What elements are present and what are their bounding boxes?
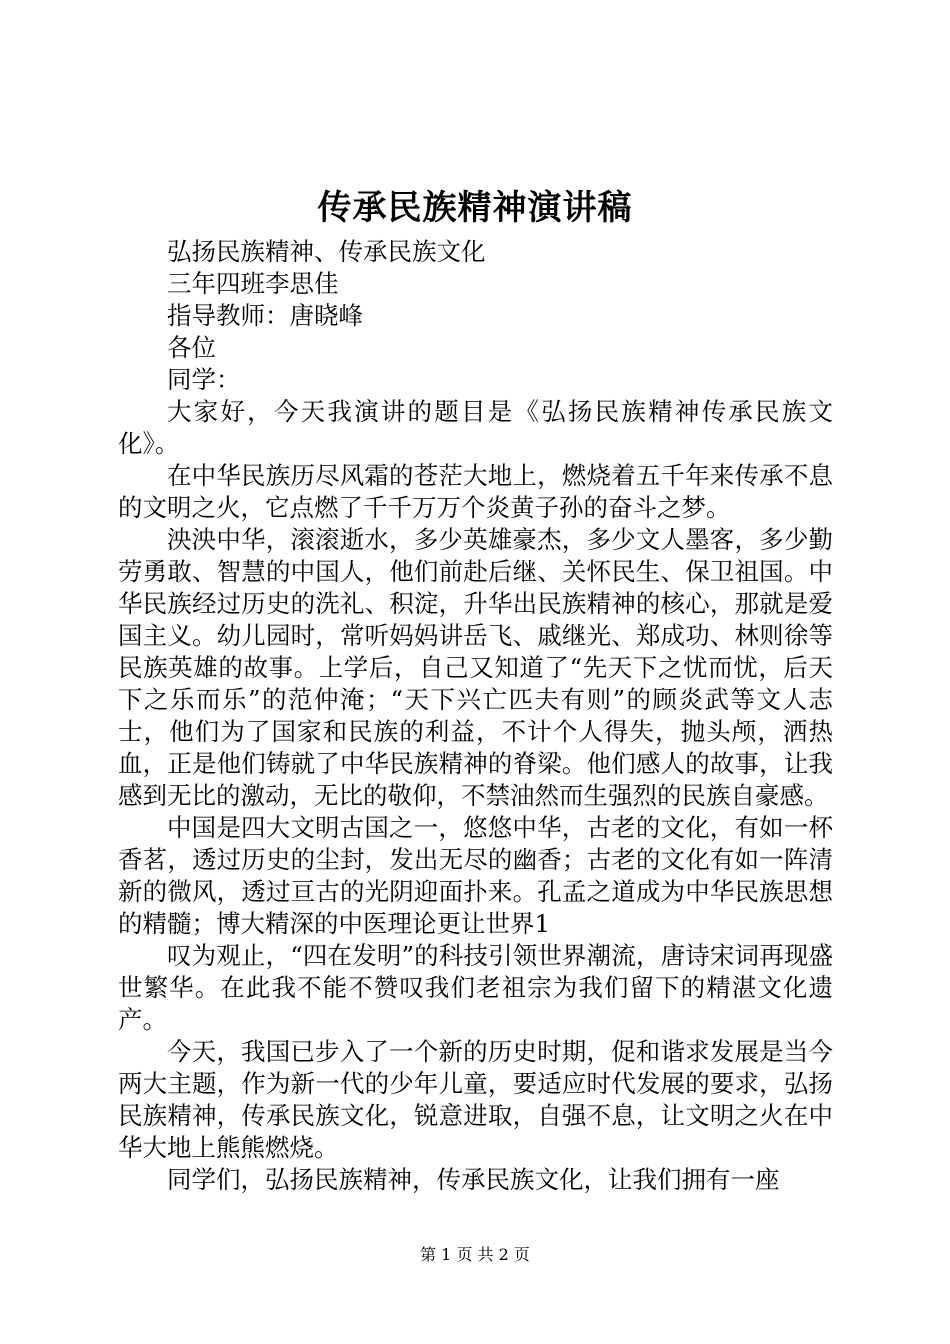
paragraph: 同学们，弘扬民族精神，传承民族文化，让我们拥有一座 — [167, 1165, 780, 1194]
paragraph: 中国是四大文明古国之一，悠悠中华，古老的文化，有如一杯香茗，透过历史的尘封，发出无尽的幽香；古老的文化有如一阵清新的微风，透过亘古的光阴迎面扑来。孔孟之道成为中华民族思想的精髓；博大精深的中医理论更让世界1 — [118, 813, 833, 938]
page-footer: 第 1 页 共 2 页 — [420, 1245, 530, 1264]
header-line-author: 三年四班李思佳 — [167, 269, 339, 298]
document-body — [118, 236, 833, 1196]
paragraph: 叹为观止，“四在发明”的科技引领世界潮流，唐诗宋词再现盛世繁华。在此我不能不赞叹我们老祖宗为我们留下的精湛文化遗产。 — [118, 941, 833, 1034]
paragraph: 泱泱中华，滚滚逝水，多少英雄豪杰，多少文人墨客，多少勤劳勇敢、智慧的中国人，他们前赴后继、关怀民生、保卫祖国。中华民族经过历史的洗礼、积淀，升华出民族精神的核心，那就是爱国主义。幼儿园时，常听妈妈讲岳飞、戚继光、郑成功、林则徐等民族英雄的故事。上学后，自己又知道了“先天下之忧而忧，后天下之乐而乐”的范仲淹；“天下兴亡匹夫有则”的顾炎武等文人志士，他们为了国家和民族的利益，不计个人得失，抛头颅，洒热血，正是他们铸就了中华民族精神的脊梁。他们感人的故事，让我感到无比的激动，无比的敬仰，不禁油然而生强烈的民族自豪感。 — [118, 525, 833, 810]
paragraph: 在中华民族历尽风霜的苍茫大地上，燃烧着五千年来传承不息的文明之火，它点燃了千千万万个炎黄子孙的奋斗之梦。 — [118, 461, 833, 522]
header-line-greeting: 各位 — [167, 333, 216, 362]
header-line-teacher: 指导教师：唐晓峰 — [167, 301, 363, 330]
paragraph: 今天，我国已步入了一个新的历史时期，促和谐求发展是当今两大主题，作为新一代的少年儿童，要适应时代发展的要求，弘扬民族精神，传承民族文化，锐意进取，自强不息，让文明之火在中华大地上熊熊燃烧。 — [118, 1037, 833, 1162]
header-line-topic: 弘扬民族精神、传承民族文化 — [167, 237, 486, 266]
paragraph: 大家好，今天我演讲的题目是《弘扬民族精神传承民族文化》。 — [118, 397, 833, 458]
document-title: 传承民族精神演讲稿 — [317, 188, 633, 228]
header-line-audience: 同学： — [167, 365, 241, 394]
